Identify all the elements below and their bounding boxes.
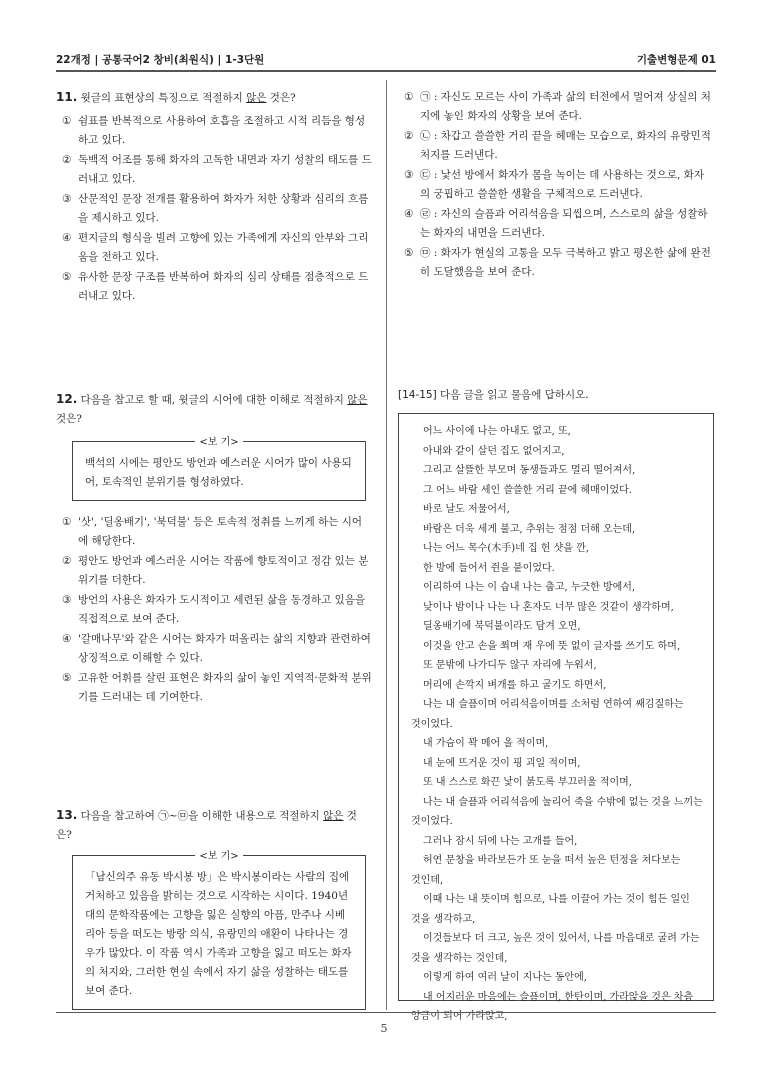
question-stem-underlined: 않은	[347, 394, 368, 406]
poem-line: 내 어지러운 마음에는 슬픔이며, 한탄이며, 가라앉을 것은 차츰	[423, 991, 694, 1003]
question-13	[56, 806, 372, 1022]
question-number: 13.	[56, 808, 78, 822]
question-number: 12.	[56, 392, 78, 406]
choice-2[interactable]: ② 독백적 어조를 통해 화자의 고독한 내면과 자기 성찰의 태도를 드러내고 있다.	[62, 154, 372, 185]
choice-2[interactable]: ② 평안도 방언과 예스러운 시어는 작품에 향토적이고 정감 있는 분위기를 더한다.	[62, 555, 369, 586]
question-stem-end: 것은?	[266, 92, 296, 104]
poem-line: 바람은 더욱 세게 불고, 추위는 점점 더해 오는데,	[423, 523, 636, 535]
poem-line: 이렇게 하여 여러 날이 지나는 동안에,	[423, 972, 587, 983]
poem-line: 딜옹배기에 북덕불이라도 담겨 오면,	[423, 621, 581, 632]
poem-line: 그리고 살뜰한 부모며 동생들과도 멀리 떨어져서,	[423, 465, 636, 476]
choice-3[interactable]: ③ 방언의 사용은 화자가 도시적이고 세련된 삶을 동경하고 있음을 직접적으로 보여 준다.	[62, 594, 366, 625]
choice-1[interactable]: ① ㉠ : 자신도 모르는 사이 가족과 삶의 터전에서 멀어져 상실의 처지에 놓인 화자의 상황을 보여 준다.	[404, 91, 711, 122]
poem-line: 것을 생각하는 것인데,	[411, 952, 508, 964]
poem-line: 내 가슴이 꽉 메어 올 적이며,	[423, 738, 549, 749]
choice-list	[56, 513, 372, 707]
choice-1[interactable]: ① 쉼표를 반복적으로 사용하여 호흡을 조절하고 시적 리듬을 형성하고 있다.	[62, 115, 366, 146]
header-rule	[56, 70, 716, 72]
reference-box	[72, 851, 366, 1010]
poem-line: 이때 나는 내 뜻이며 힘으로, 나를 이끌어 가는 것이 힘든 일인	[423, 894, 690, 905]
poem-line: 내 눈에 뜨거운 것이 핑 괴일 적이며,	[423, 757, 581, 769]
poem-line: 바로 날도 저물어서,	[423, 504, 510, 515]
choice-5[interactable]: ⑤ ㉤ : 화자가 현실의 고통을 모두 극복하고 밝고 평온한 삶에 완전히 도달했음을 보여 준다.	[404, 247, 711, 278]
question-stem: 다음을 참고로 할 때, 윗글의 시어에 대한 이해로 적절하지	[80, 394, 348, 406]
choice-3[interactable]: ③ ㉢ : 낯선 방에서 화자가 몸을 녹이는 데 사용하는 것으로, 화자의 궁핍하고 쓸쓸한 생활을 구체적으로 드러낸다.	[404, 169, 705, 200]
choice-2[interactable]: ② ㉡ : 차갑고 쓸쓸한 거리 끝을 헤매는 모습으로, 화자의 유랑민적 처지를 드러낸다.	[404, 130, 711, 161]
question-stem-end: 것은?	[56, 810, 357, 841]
reference-box-text: 백석의 시에는 평안도 방언과 예스러운 시어가 많이 사용되어, 토속적인 분위기를 형성하였다.	[85, 457, 352, 488]
page-number: 5	[380, 1022, 388, 1035]
poem-line: 앙금이 되어 가라앉고,	[411, 1011, 508, 1022]
poem-line: 나는 내 슬픔이며 어리석음이며를 소처럼 연하여 쌔김질하는	[423, 699, 684, 710]
poem-line: 머리에 손깍지 벼개를 하고 굴기도 하면서,	[423, 679, 607, 691]
poem-line: 그 어느 바람 세인 쓸쓸한 거리 끝에 헤매이었다.	[423, 484, 632, 496]
question-stem: 다음을 참고하여 ㉠~㉤을 이해한 내용으로 적절하지	[80, 810, 324, 822]
header-set-title: 기출변형문제 01	[636, 54, 716, 66]
header-course: 22개정 | 공통국어2 창비(최원식) | 1-3단원	[56, 54, 265, 66]
choice-3[interactable]: ③ 산문적인 문장 전개를 활용하여 화자가 처한 상황과 심리의 흐름을 제시하고 있다.	[62, 193, 369, 224]
poem-line: 아내와 같이 살던 집도 없어지고,	[423, 445, 565, 457]
choice-4[interactable]: ④ ㉣ : 자신의 슬픔과 어리석음을 되씹으며, 스스로의 삶을 성찰하는 화자의 내면을 드러낸다.	[404, 208, 708, 239]
column-divider	[386, 80, 387, 1010]
poem-line: 이것들보다 더 크고, 높은 것이 있어서, 나를 마음대로 굴려 가는	[423, 933, 700, 944]
question-11	[56, 88, 372, 307]
choice-5[interactable]: ⑤ 유사한 문장 구조를 반복하여 화자의 심리 상태를 점층적으로 드러내고 있다.	[62, 271, 369, 302]
poem-line: 낮이나 밤이나 나는 나 혼자도 너무 많은 것같이 생각하며,	[423, 601, 674, 613]
footer-rule	[56, 1012, 716, 1013]
choice-list	[398, 88, 714, 282]
page-header	[56, 48, 716, 68]
choice-list	[56, 112, 372, 306]
question-stem-underlined: 않은	[323, 810, 344, 822]
choice-4[interactable]: ④ 편지글의 형식을 빌려 고향에 있는 가족에게 자신의 안부와 그리움을 전하고 있다.	[62, 232, 369, 263]
poem-line: 한 방에 들어서 쥔을 붙이었다.	[423, 562, 555, 574]
poem-line: 것을 생각하고,	[411, 913, 476, 925]
question-stem: 윗글의 표현상의 특징으로 적절하지	[80, 92, 247, 104]
poem-line: 또 내 스스로 화끈 낯이 붉도록 부끄러울 적이며,	[423, 777, 632, 788]
poem-line: 이리하여 나는 이 습내 나는 춥고, 누긋한 방에서,	[423, 582, 636, 593]
poem-line: 어느 사이에 나는 아내도 없고, 또,	[423, 426, 571, 437]
reference-box-label: <보 기>	[195, 437, 242, 448]
question-13-choices	[398, 88, 714, 283]
poem-line: 나는 내 슬픔과 어리석음에 눌리어 죽을 수밖에 없는 것을 느끼는	[423, 796, 703, 808]
question-stem-underlined: 않은	[246, 92, 267, 104]
passage-section	[398, 386, 714, 1022]
poem-box	[398, 413, 714, 1022]
poem-line: 허연 문창을 바라보든가 또 눈을 떠서 높은 턴정을 쳐다보는	[423, 855, 681, 866]
section-instruction: [14-15] 다음 글을 읽고 물음에 답하시오.	[398, 389, 589, 401]
poem-line: 것이었다.	[411, 816, 453, 827]
question-12	[56, 390, 372, 708]
poem-line: 그러나 잠시 뒤에 나는 고개를 들어,	[423, 835, 578, 847]
poem-line: 것이었다.	[411, 718, 453, 730]
choice-5[interactable]: ⑤ 고유한 어휘를 살린 표현은 화자의 삶이 놓인 지역적·문화적 분위기를 드러내는 데 기여한다.	[62, 672, 372, 703]
poem-line: 나는 어느 목수(木手)네 집 헌 샷을 깐,	[423, 543, 589, 554]
reference-box-label: <보 기>	[195, 851, 242, 862]
question-stem-end: 것은?	[56, 413, 82, 425]
choice-1[interactable]: ① '삿', '딜옹배기', '북덕불' 등은 토속적 정취를 느끼게 하는 시어에 해당한다.	[62, 516, 362, 547]
reference-box-text: 「남신의주 유동 박시봉 방」은 박시봉이라는 사람의 집에 거처하고 있음을 밝히는 것으로 시작하는 시이다. 1940년대의 문학작품에는 고향을 잃은 실향의 아픔, 만주나 시베리아 등을 떠도는 방랑 의식, 유랑민의 애환이 나타나는 경우가 많았다. 이 작품 역시 가족과 고향을 잃고 떠도는 화자의 처지와, 그러한 현실 속에서 자기 삶을 성찰하는 태도를 보여 준다.	[85, 871, 352, 997]
choice-4[interactable]: ④ '갈매나무'와 같은 시어는 화자가 떠올리는 삶의 지향과 관련하여 상징적으로 이해할 수 있다.	[62, 633, 371, 664]
poem-line: 것인데,	[411, 874, 444, 886]
reference-box	[72, 437, 366, 501]
question-number: 11.	[56, 90, 78, 104]
poem-line: 이것을 안고 손을 쬐며 재 우에 뜻 없이 글자를 쓰기도 하며,	[423, 640, 681, 652]
poem-line: 또 문밖에 나가디두 않구 자리에 누워서,	[423, 660, 597, 671]
